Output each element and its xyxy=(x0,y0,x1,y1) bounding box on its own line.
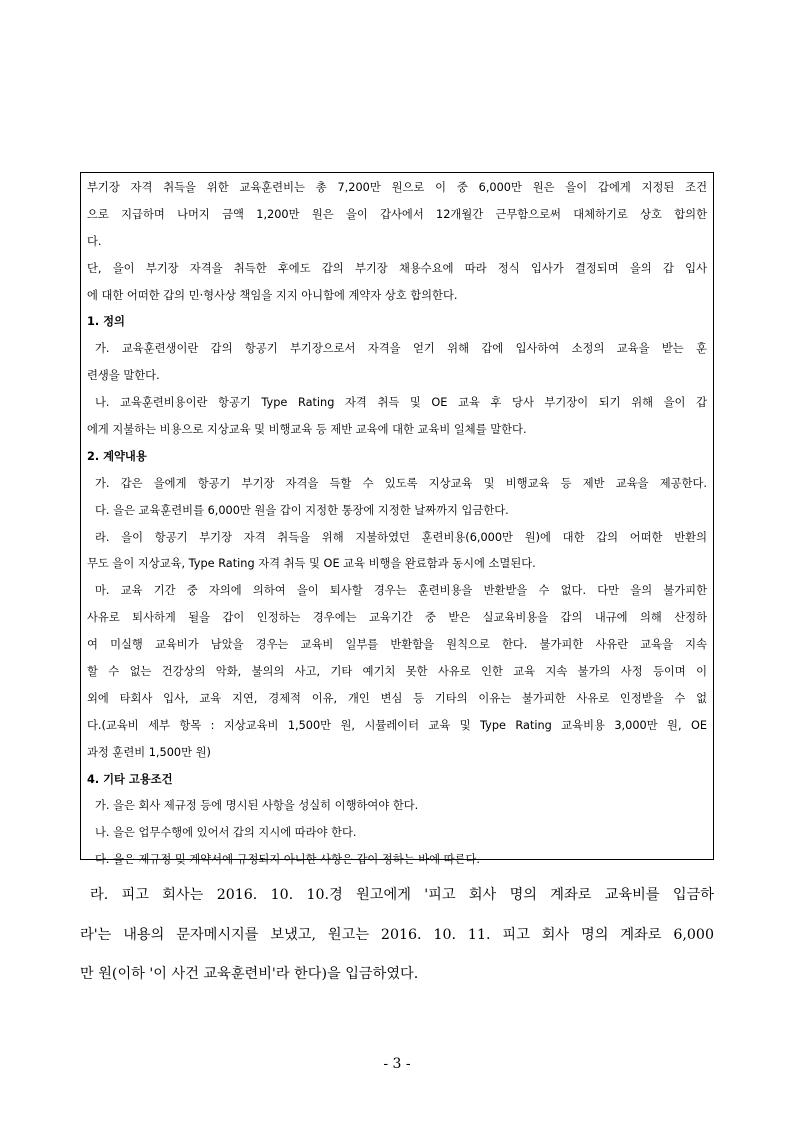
contract-line: 나. 을은 업무수행에 있어서 갑의 지시에 따라야 한다. xyxy=(95,826,357,840)
contract-line: 부기장 자격 취득을 위한 교육훈련비는 총 7,200만 원으로 이 중 6,000만 원은 을이 갑에게 지정된 조건 xyxy=(87,181,707,194)
section-heading-contract-content: 2. 계약내용 xyxy=(87,449,147,463)
contract-line: 가. 갑은 을에게 항공기 부기장 자격을 득할 수 있도록 지상교육 및 비행교육 등 제반 교육을 제공한다. xyxy=(95,476,707,490)
contract-line: 나. 교육훈련비용이란 항공기 Type Rating 자격 취득 및 OE 교육 후 당사 부기장이 되기 위해 을이 갑 xyxy=(95,396,707,410)
contract-line: 라. 을이 항공기 부기장 자격 취득을 위해 지불하였던 훈련비용(6,000만 원)에 대한 갑의 어떠한 반환의 xyxy=(95,530,707,544)
contract-line: 사유로 퇴사하게 될을 갑이 인정하는 경우에는 교육기간 중 받은 실교육비용을 갑의 내규에 의해 산정하 xyxy=(87,611,707,625)
contract-line: 련생을 말한다. xyxy=(87,369,160,383)
contract-line: 단, 을이 부기장 자격을 취득한 후에도 갑의 부기장 채용수요에 따라 정식 입사가 결정되며 을의 갑 입사 xyxy=(87,261,707,275)
body-line: 만 원(이하 '이 사건 교육훈련비'라 한다)을 입금하였다. xyxy=(80,966,419,982)
contract-line: 다. 을은 교육훈련비를 6,000만 원을 갑이 지정한 통장에 지정한 날짜까지 입금한다. xyxy=(95,503,509,517)
contract-excerpt-box xyxy=(80,172,714,867)
contract-line: 과정 훈련비 1,500만 원) xyxy=(87,745,211,759)
contract-line: 외에 타회사 입사, 교육 지연, 경제적 이유, 개인 변심 등 기타의 이유는 불가피한 사유로 인정받을 수 없 xyxy=(87,691,707,705)
contract-line: 에 대한 어떠한 갑의 민·형사상 책임을 지지 아니함에 계약자 상호 합의한다. xyxy=(87,288,458,302)
contract-line: 가. 을은 회사 제규정 등에 명시된 사항을 성실히 이행하여야 한다. xyxy=(95,799,419,813)
body-line: 라'는 내용의 문자메시지를 보냈고, 원고는 2016. 10. 11. 피고 회사 명의 계좌로 6,000 xyxy=(80,926,714,943)
contract-line: 할 수 없는 건강상의 악화, 불의의 사고, 기타 예기치 못한 사유로 인한 교육 지속 불가의 사정 등이며 이 xyxy=(87,665,707,679)
contract-line: 다. 을은 제규정 및 계약서에 규정되지 아니한 사항은 갑이 정하는 바에 따른다. xyxy=(95,853,480,867)
contract-line: 가. 교육훈련생이란 갑의 항공기 부기장으로서 자격을 얻기 위해 갑에 입사하여 소정의 교육을 받는 훈 xyxy=(95,342,707,356)
contract-line: 다. xyxy=(87,234,102,248)
section-heading-other-conditions: 4. 기타 고용조건 xyxy=(87,772,173,786)
body-line: 라. 피고 회사는 2016. 10. 10.경 원고에게 '피고 회사 명의 계좌로 교육비를 입금하 xyxy=(90,887,714,903)
contract-line: 마. 교육 기간 중 자의에 의하여 을이 퇴사할 경우는 훈련비용을 반환받을 수 없다. 다만 을의 불가피한 xyxy=(95,584,707,598)
contract-line: 여 미실행 교육비가 남았을 경우는 교육비 일부를 반환함을 원칙으로 한다. 불가피한 사유란 교육을 지속 xyxy=(87,638,707,652)
section-heading-definitions: 1. 정의 xyxy=(87,315,125,329)
contract-line: 다.(교육비 세부 항목 : 지상교육비 1,500만 원, 시뮬레이터 교육 및 Type Rating 교육비용 3,000만 원, OE xyxy=(87,718,707,732)
contract-line: 으로 지급하며 나머지 금액 1,200만 원은 을이 갑사에서 12개월간 근무함으로써 대체하기로 상호 합의한 xyxy=(87,207,707,221)
contract-line: 에게 지불하는 비용으로 지상교육 및 비행교육 등 제반 교육에 대한 교육비 일체를 말한다. xyxy=(87,423,527,437)
page-number: - 3 - xyxy=(383,1056,411,1072)
body-paragraph xyxy=(80,876,714,995)
contract-line: 무도 을이 지상교육, Type Rating 자격 취득 및 OE 교육 비행을 완료함과 동시에 소멸된다. xyxy=(87,557,536,571)
